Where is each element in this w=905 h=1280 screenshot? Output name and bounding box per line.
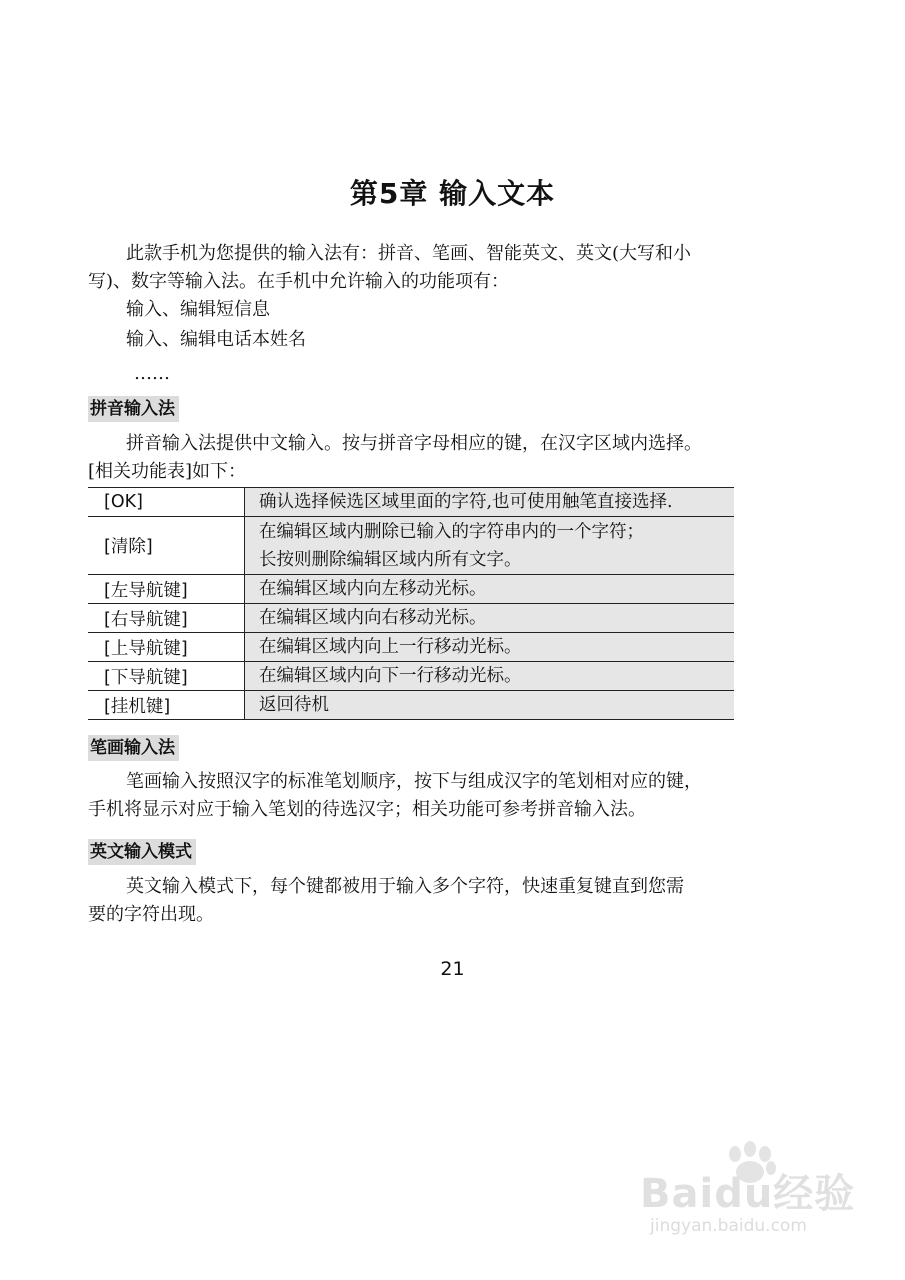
function-key: [右导航键]	[88, 604, 245, 633]
stroke-line-2: 手机将显示对应于输入笔划的待选汉字；相关功能可参考拼音输入法。	[88, 799, 646, 820]
function-description	[245, 575, 735, 604]
function-description-line: 在编辑区域内向上一行移动光标。	[259, 637, 522, 657]
intro-line-2: 写)、数字等输入法。在手机中允许输入的功能项有：	[88, 271, 510, 292]
function-description-line: 返回待机	[259, 695, 329, 715]
english-line-2: 要的字符出现。	[88, 904, 214, 925]
chapter-title: 第5章 输入文本	[349, 177, 556, 210]
intro-item-1: 输入、编辑短信息	[126, 299, 270, 320]
function-row	[88, 575, 734, 604]
english-paragraph	[88, 873, 748, 929]
function-row	[88, 633, 734, 662]
pinyin-paragraph	[88, 430, 748, 486]
function-description-line: 在编辑区域内向左移动光标。	[259, 579, 487, 599]
function-description-line: 长按则删除编辑区域内所有文字。	[259, 549, 522, 570]
pinyin-line-1: 拼音输入法提供中文输入。按与拼音字母相应的键，在汉字区域内选择。	[126, 433, 702, 454]
watermark-brand: Baidu经验	[640, 1171, 856, 1217]
function-row	[88, 691, 734, 720]
intro-ellipsis: ……	[134, 363, 170, 384]
english-line-1: 英文输入模式下，每个键都被用于输入多个字符，快速重复键直到您需	[126, 876, 684, 897]
watermark-url: jingyan.baidu.com	[650, 1216, 807, 1236]
function-description-line: 在编辑区域内向下一行移动光标。	[259, 666, 522, 686]
function-description	[245, 633, 735, 662]
function-description	[245, 691, 735, 720]
function-row	[88, 662, 734, 691]
function-description	[245, 488, 735, 517]
page-number: 21	[440, 958, 465, 980]
function-key: [左导航键]	[88, 575, 245, 604]
function-key: [OK]	[88, 488, 245, 517]
function-description	[245, 604, 735, 633]
function-description-line: 在编辑区域内删除已输入的字符串内的一个字符；	[259, 521, 644, 542]
function-row	[88, 488, 734, 517]
stroke-paragraph	[88, 768, 748, 824]
function-key: [清除]	[88, 517, 245, 575]
function-description	[245, 662, 735, 691]
intro-item-2: 输入、编辑电话本姓名	[126, 329, 306, 350]
function-key: [挂机键]	[88, 691, 245, 720]
section-heading-english: 英文输入模式	[88, 839, 196, 865]
intro-paragraph	[88, 240, 748, 388]
stroke-line-1: 笔画输入按照汉字的标准笔划顺序，按下与组成汉字的笔划相对应的键，	[126, 771, 702, 792]
function-row	[88, 604, 734, 633]
baidu-jingyan-watermark	[640, 1140, 870, 1250]
function-table	[88, 487, 734, 720]
function-row	[88, 517, 734, 575]
intro-line-1: 此款手机为您提供的输入法有：拼音、笔画、智能英文、英文(大写和小	[126, 243, 692, 264]
section-heading-stroke: 笔画输入法	[88, 735, 179, 761]
function-key: [上导航键]	[88, 633, 245, 662]
function-description	[245, 517, 735, 575]
function-key: [下导航键]	[88, 662, 245, 691]
section-heading-pinyin: 拼音输入法	[88, 396, 179, 422]
function-description-line: 确认选择候选区域里面的字符,也可使用触笔直接选择.	[259, 492, 673, 512]
pinyin-line-2: [相关功能表]如下：	[88, 461, 247, 482]
function-description-line: 在编辑区域内向右移动光标。	[259, 608, 487, 628]
